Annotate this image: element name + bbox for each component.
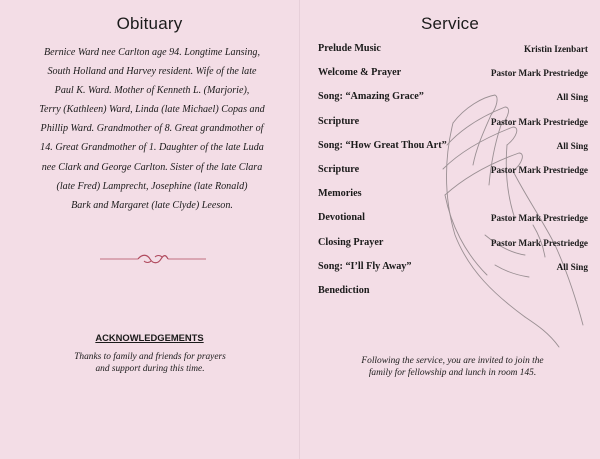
service-item: Song: “Amazing Grace” <box>318 91 424 103</box>
service-participant: Pastor Mark Prestriedge <box>490 237 588 248</box>
service-row <box>318 237 588 261</box>
obituary-line: 14. Great Grandmother of 1. Daughter of the late Luda <box>40 142 264 154</box>
service-item: Closing Prayer <box>318 236 384 248</box>
right-panel <box>300 0 600 459</box>
service-participant: Pastor Mark Prestriedge <box>490 164 588 175</box>
fellowship-line: Following the service, you are invited to join the <box>361 356 544 366</box>
obituary-line: Bark and Margaret (late Clyde) Leeson. <box>71 199 233 211</box>
service-title: Service <box>420 14 480 33</box>
acknowledgements-text <box>50 351 250 375</box>
service-row <box>318 188 588 212</box>
obituary-line: (late Fred) Lamprecht, Josephine (late Ronald) <box>56 180 248 192</box>
service-order-list <box>318 43 588 309</box>
acknowledgements-title: ACKNOWLEDGEMENTS <box>95 332 204 343</box>
service-item: Devotional <box>318 212 365 224</box>
fellowship-line: family for fellowship and lunch in room 145. <box>368 368 537 378</box>
scroll-divider-ornament-icon <box>98 252 208 266</box>
service-participant: All Sing <box>556 92 588 103</box>
obituary-text <box>28 43 276 215</box>
service-item: Scripture <box>318 163 360 175</box>
service-item: Welcome & Prayer <box>318 67 402 79</box>
left-panel <box>0 0 299 459</box>
service-item: Song: “How Great Thou Art” <box>318 139 447 151</box>
service-participant: Pastor Mark Prestriedge <box>490 68 588 79</box>
service-row <box>318 67 588 91</box>
acknowledgements-line: and support during this time. <box>95 364 205 374</box>
service-item: Memories <box>318 188 362 200</box>
obituary-line: nee Clark and George Carlton. Sister of the late Clara <box>41 161 263 173</box>
obituary-line: South Holland and Harvey resident. Wife of the late <box>47 66 257 78</box>
service-participant: All Sing <box>556 140 588 151</box>
service-item: Scripture <box>318 115 360 127</box>
obituary-title: Obituary <box>116 14 183 33</box>
service-row <box>318 116 588 140</box>
service-item: Benediction <box>318 284 370 296</box>
obituary-line: Paul K. Ward. Mother of Kenneth L. (Marjorie), <box>54 85 250 97</box>
service-row <box>318 212 588 236</box>
service-item: Song: “I’ll Fly Away” <box>318 260 412 272</box>
service-row <box>318 43 588 67</box>
service-row <box>318 140 588 164</box>
service-item: Prelude Music <box>318 43 381 54</box>
fellowship-note <box>340 355 565 379</box>
service-row <box>318 261 588 285</box>
service-row <box>318 164 588 188</box>
obituary-line: Bernice Ward nee Carlton age 94. Longtime Lansing, <box>44 47 260 58</box>
service-participant: All Sing <box>556 261 588 272</box>
obituary-line: Phillip Ward. Grandmother of 8. Great grandmother of <box>40 123 264 135</box>
service-participant: Kristin Izenbart <box>523 44 588 54</box>
service-row <box>318 91 588 115</box>
acknowledgements-line: Thanks to family and friends for prayers <box>74 352 226 362</box>
service-participant: Pastor Mark Prestriedge <box>490 116 588 127</box>
obituary-line: Terry (Kathleen) Ward, Linda (late Michael) Copas and <box>39 104 265 116</box>
service-participant: Pastor Mark Prestriedge <box>490 213 588 224</box>
service-row <box>318 285 588 309</box>
